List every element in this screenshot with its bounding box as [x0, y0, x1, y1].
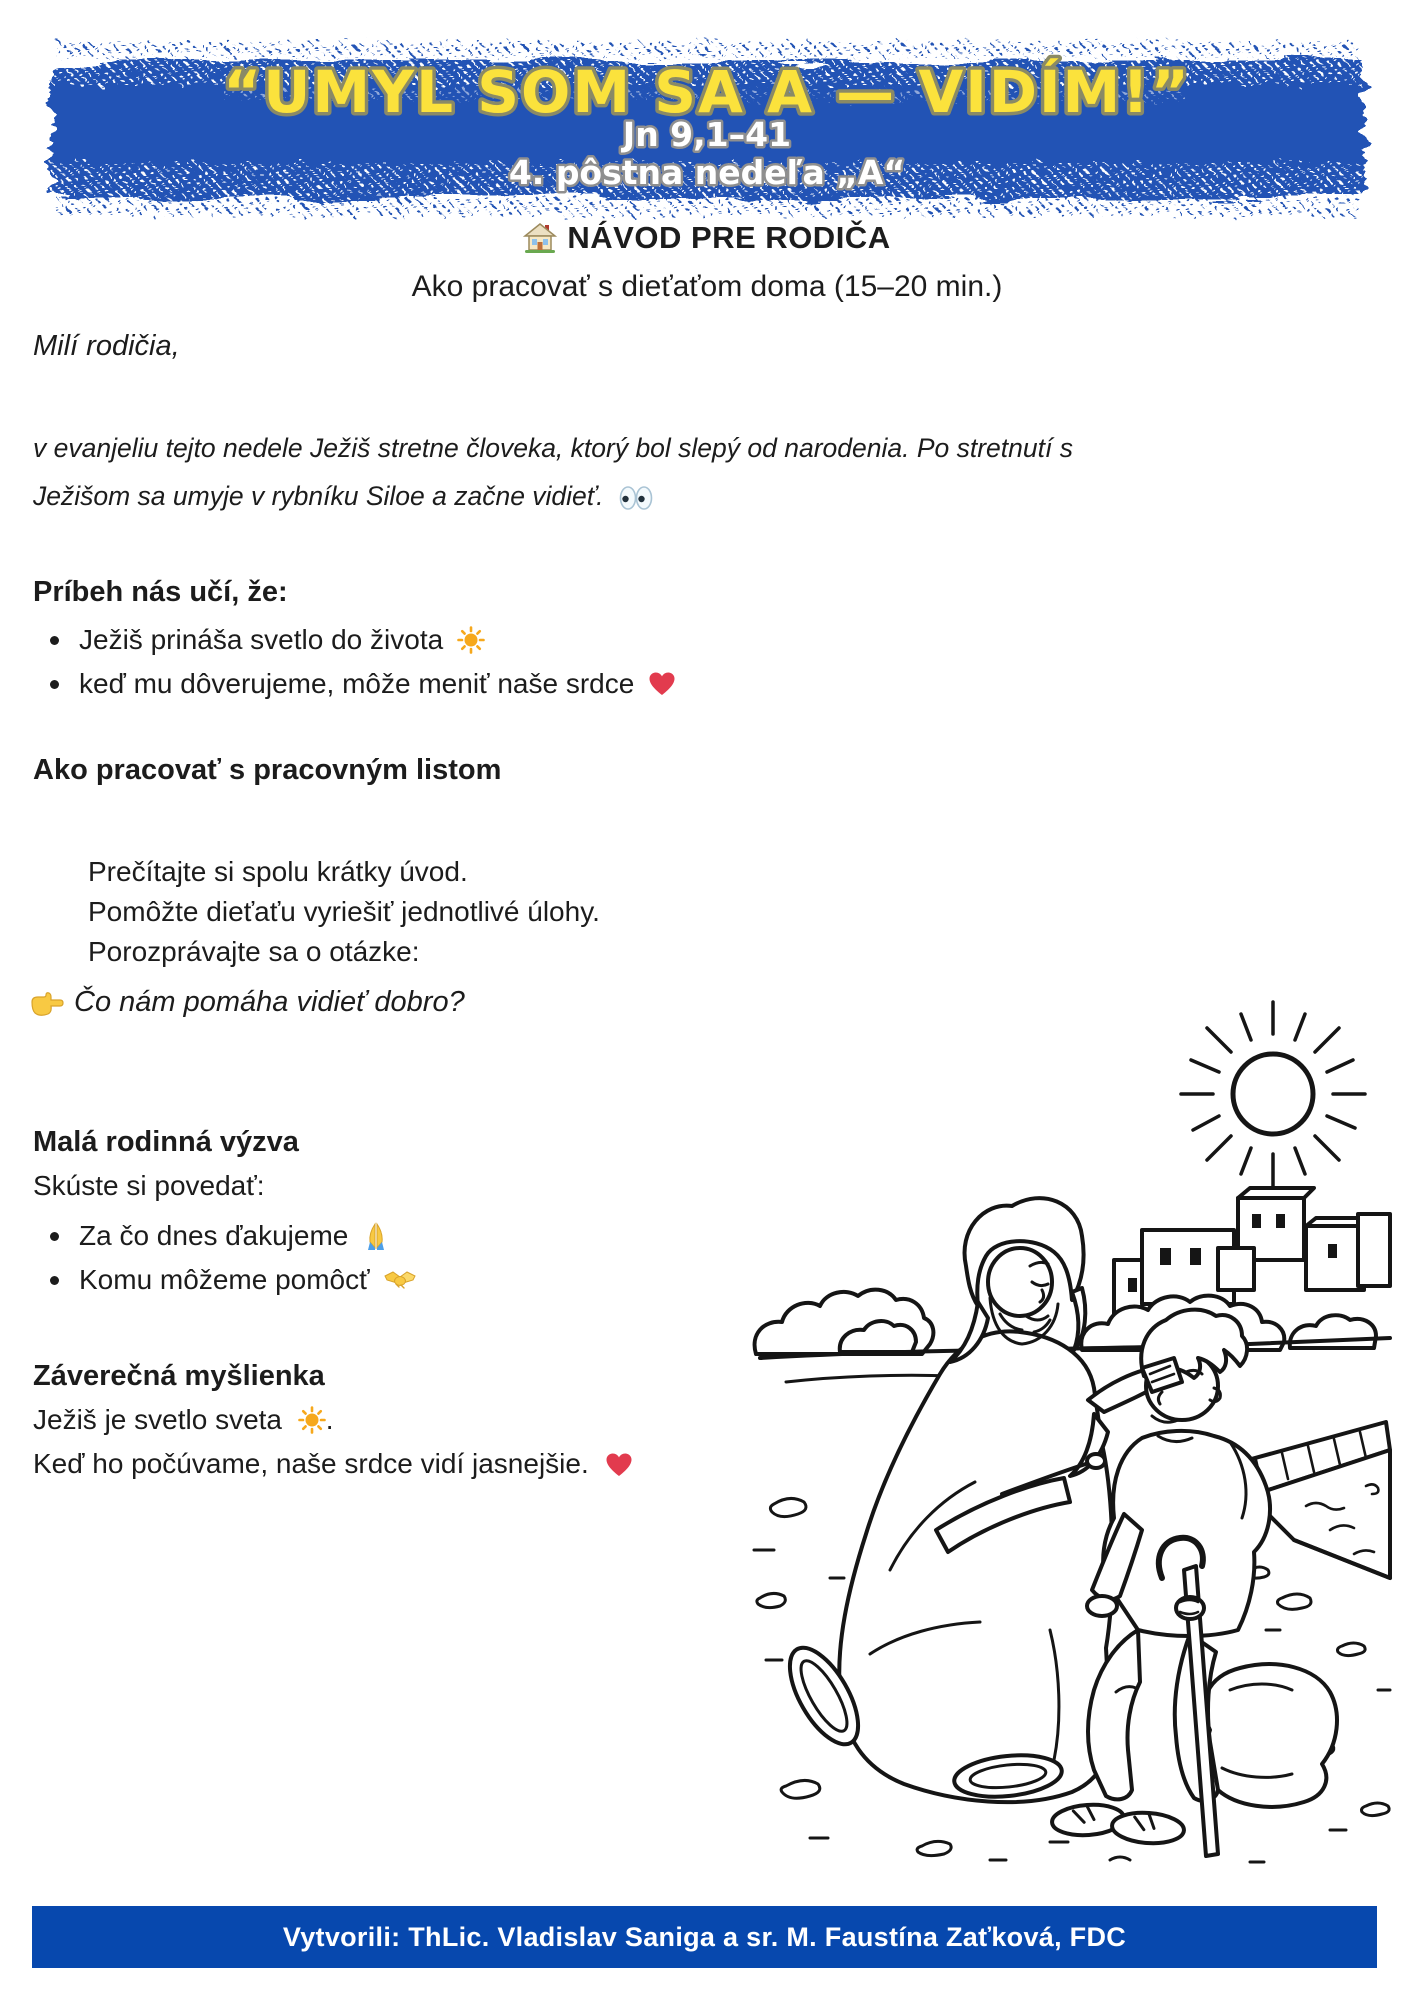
footer-bar — [32, 1906, 1377, 1968]
guide-title-row — [0, 220, 1414, 256]
lesson-item-text: keď mu dôverujeme, môže meniť naše srdce — [79, 668, 635, 699]
closing-line-1-suffix: . — [325, 1404, 334, 1435]
bullet-dot — [50, 1232, 59, 1241]
heart-icon — [605, 1452, 633, 1478]
illustration-jesus-heals-blind-boy — [690, 930, 1414, 1870]
lesson-list — [36, 618, 676, 706]
sun-drawing — [1181, 1002, 1365, 1186]
challenge-lead: Skúste si povedať: — [33, 1170, 265, 1201]
discussion-question — [30, 986, 465, 1019]
challenge-list — [36, 1214, 416, 1302]
challenge-heading: Malá rodinná výzva — [33, 1126, 299, 1158]
praying-hands-icon — [362, 1221, 390, 1251]
discussion-question-text: Čo nám pomáha vidieť dobro? — [74, 986, 465, 1018]
sun-icon — [298, 1406, 326, 1434]
footer-credits: Vytvorili: ThLic. Vladislav Saniga a sr. M. Faustína Zaťková, FDC — [282, 1921, 1127, 1952]
sun-icon — [457, 626, 485, 654]
list-item — [36, 618, 676, 662]
rock-drawing — [1204, 1664, 1337, 1807]
banner — [24, 36, 1390, 241]
intro-paragraph-text: v evanjeliu tejto nedele Ježiš stretne človeka, ktorý bol slepý od narodenia. Po stretnutí s Ježišom sa umyje v rybníku Siloe a začne vidieť. — [33, 433, 1073, 511]
closing-line-2-text: Keď ho počúvame, naše srdce vidí jasnejšie. — [33, 1448, 589, 1479]
bullet-dot — [50, 1276, 59, 1285]
worksheet-steps — [88, 852, 600, 972]
point-right-icon — [30, 990, 64, 1016]
challenge-item-text: Komu môžeme pomôcť — [79, 1264, 370, 1295]
bullet-dot — [50, 680, 59, 689]
closing-line-1 — [33, 1404, 334, 1436]
handshake-icon — [384, 1268, 416, 1292]
worksheet-heading: Ako pracovať s pracovným listom — [33, 754, 502, 786]
closing-line-2 — [33, 1448, 633, 1480]
bullet-dot — [50, 636, 59, 645]
eyes-icon — [619, 486, 653, 510]
banner-sunday: 4. pôstna nedeľa „A“ — [508, 153, 906, 192]
heart-icon — [648, 671, 676, 697]
closing-line-1-text: Ježiš je svetlo sveta — [33, 1404, 282, 1435]
lesson-item-text: Ježiš prináša svetlo do života — [79, 624, 444, 655]
banner-reference: Jn 9,1–41 — [622, 115, 792, 154]
house-icon — [523, 221, 557, 255]
greeting: Milí rodičia, — [33, 330, 180, 362]
worksheet-step: Pomôžte dieťaťu vyriešiť jednotlivé úlohy. — [88, 896, 600, 927]
guide-title: NÁVOD PRE RODIČA — [567, 220, 891, 255]
guide-subtitle-row — [0, 270, 1414, 304]
list-item — [36, 1214, 416, 1258]
list-item — [36, 662, 676, 706]
list-item — [36, 1258, 416, 1302]
worksheet-step: Prečítajte si spolu krátky úvod. — [88, 856, 468, 887]
lesson-heading: Príbeh nás učí, že: — [33, 576, 288, 608]
banner-title: “UMYL SOM SA A — VIDÍM!” — [223, 58, 1191, 126]
guide-subtitle: Ako pracovať s dieťaťom doma (15–20 min.) — [411, 270, 1003, 303]
closing-heading: Záverečná myšlienka — [33, 1360, 325, 1392]
intro-paragraph — [33, 424, 1153, 520]
worksheet-step: Porozprávajte sa o otázke: — [88, 936, 420, 967]
challenge-item-text: Za čo dnes ďakujeme — [79, 1220, 349, 1251]
